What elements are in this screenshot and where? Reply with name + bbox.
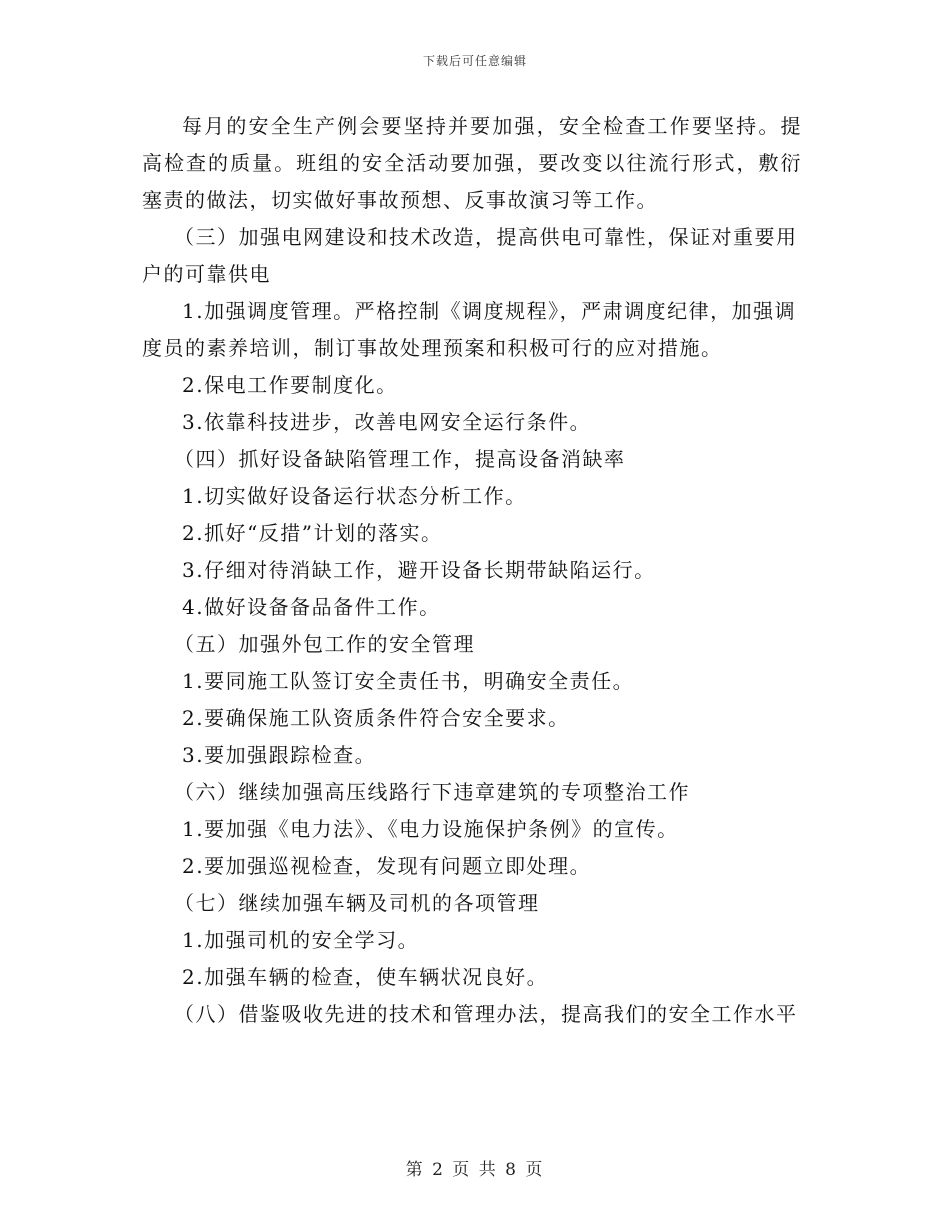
page-header: 下载后可任意编辑 xyxy=(422,54,527,68)
section-heading-7: （七）继续加强车辆及司机的各项管理 xyxy=(174,891,540,915)
list-item: 3.仔细对待消缺工作，避开设备长期带缺陷运行。 xyxy=(182,558,656,582)
list-item: 3.依靠科技进步，改善电网安全运行条件。 xyxy=(182,410,592,434)
list-item: 3.要加强跟踪检查。 xyxy=(182,743,377,767)
list-item: 4.做好设备备品备件工作。 xyxy=(182,595,441,619)
section-heading-8: （八）借鉴吸收先进的技术和管理办法，提高我们的安全工作水平 xyxy=(174,1002,798,1026)
list-item: 2.加强车辆的检查，使车辆状况良好。 xyxy=(182,965,549,989)
paragraph-safety-meetings: 每月的安全生产例会要坚持并要加强，安全检查工作要坚持。提高检查的质量。班组的安全活动要加强，要改变以往流行形式，敷衍塞责的做法，切实做好事故预想、反事故演习等工作。 xyxy=(142,114,802,212)
list-item: 1.要加强《电力法》、《电力设施保护条例》的宣传。 xyxy=(182,817,679,841)
section-heading-6: （六）继续加强高压线路行下违章建筑的专项整治工作 xyxy=(174,780,690,804)
list-item: 2.要确保施工队资质条件符合安全要求。 xyxy=(182,706,570,730)
list-item: 1.加强调度管理。严格控制《调度规程》，严肃调度纪律，加强调度员的素养培训，制订事故处理预案和积极可行的应对措施。 xyxy=(142,299,797,360)
page-number-footer: 第 2 页 共 8 页 xyxy=(405,1160,545,1180)
list-item: 2.保电工作要制度化。 xyxy=(182,373,398,397)
section-heading-4: （四）抓好设备缺陷管理工作，提高设备消缺率 xyxy=(174,447,626,471)
section-heading-5: （五）加强外包工作的安全管理 xyxy=(174,632,475,656)
document-body xyxy=(142,108,802,1033)
list-item: 1.切实做好设备运行状态分析工作。 xyxy=(182,484,527,508)
list-item: 2.要加强巡视检查，发现有问题立即处理。 xyxy=(182,854,592,878)
section-heading-3: （三）加强电网建设和技术改造，提高供电可靠性，保证对重要用户的可靠供电 xyxy=(142,225,798,286)
list-item: 1.要同施工队签订安全责任书，明确安全责任。 xyxy=(182,669,635,693)
list-item: 1.加强司机的安全学习。 xyxy=(182,928,420,952)
list-item: 2.抓好“反措”计划的落实。 xyxy=(182,521,443,545)
